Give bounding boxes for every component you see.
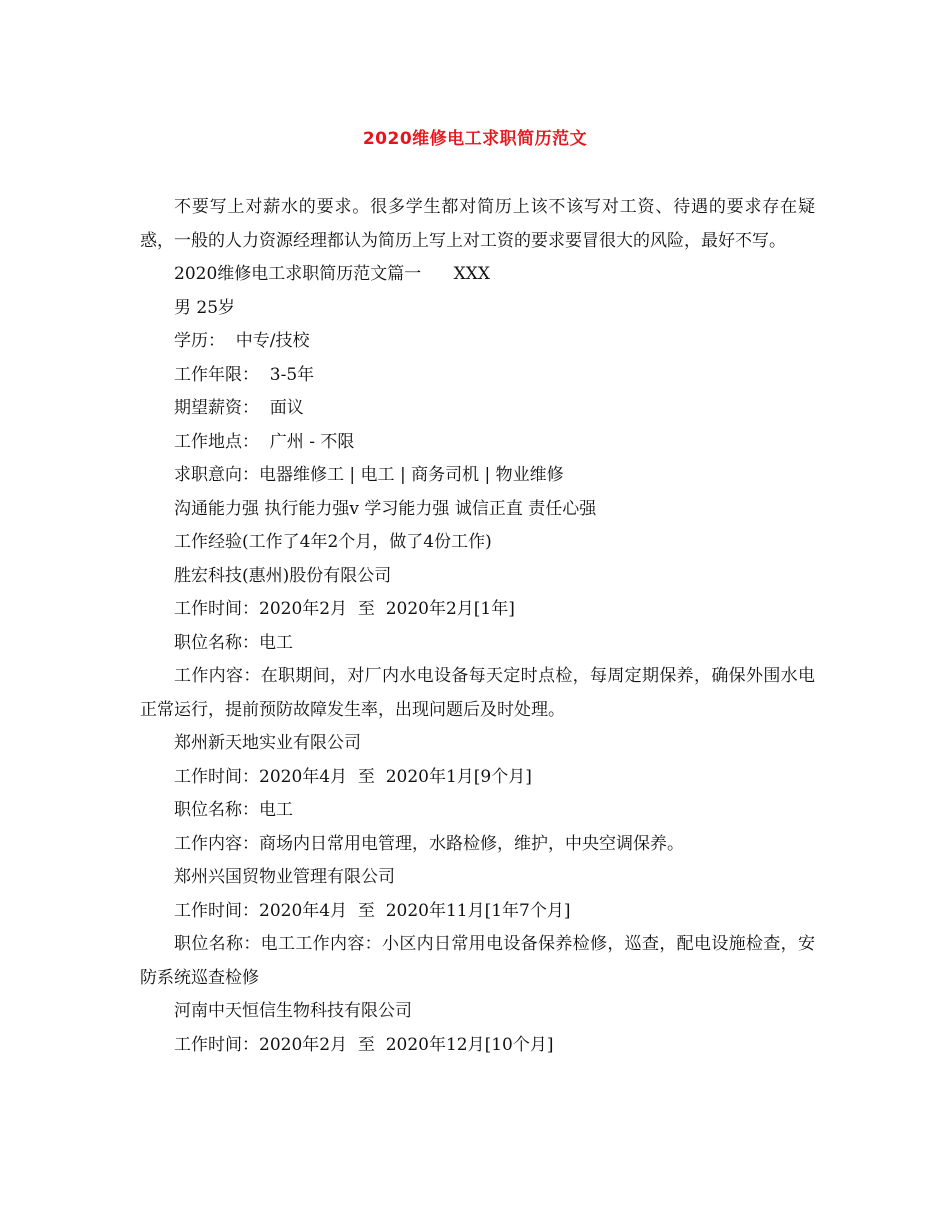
paragraph: 工作地点： 广州 - 不限 <box>174 431 355 452</box>
document-title: 2020维修电工求职简历范文 <box>362 129 588 149</box>
paragraph: 工作经验(工作了4年2个月，做了4份工作) <box>174 532 492 552</box>
paragraph: 郑州兴国贸物业管理有限公司 <box>174 867 395 887</box>
document-body <box>140 191 815 1062</box>
paragraph: 2020维修电工求职简历范文篇一 XXX <box>174 264 490 284</box>
paragraph: 职位名称：电工 <box>174 632 293 653</box>
paragraph: 男 25岁 <box>174 297 236 318</box>
paragraph: 河南中天恒信生物科技有限公司 <box>174 1001 412 1021</box>
paragraph: 沟通能力强 执行能力强v 学习能力强 诚信正直 责任心强 <box>174 498 597 519</box>
paragraph: 工作时间：2020年4月 至 2020年11月[1年7个月] <box>174 900 571 921</box>
paragraph: 工作时间：2020年2月 至 2020年2月[1年] <box>174 599 515 619</box>
paragraph: 求职意向：电器维修工 | 电工 | 商务司机 | 物业维修 <box>174 465 564 485</box>
paragraph: 胜宏科技(惠州)股份有限公司 <box>174 565 392 586</box>
paragraph: 工作时间：2020年4月 至 2020年1月[9个月] <box>174 766 532 787</box>
paragraph: 工作时间：2020年2月 至 2020年12月[10个月] <box>174 1034 554 1055</box>
paragraph: 学历： 中专/技校 <box>174 331 310 351</box>
paragraph: 郑州新天地实业有限公司 <box>174 733 361 753</box>
paragraph: 工作内容：商场内日常用电管理，水路检修，维护，中央空调保养。 <box>174 833 684 854</box>
paragraph: 职位名称：电工 <box>174 800 293 820</box>
paragraph: 工作年限： 3-5年 <box>174 364 315 385</box>
paragraph: 期望薪资： 面议 <box>174 398 304 418</box>
paragraph: 工作内容：在职期间，对厂内水电设备每天定时点检，每周定期保养，确保外围水电正常运行，提前预防故障发生率，出现问题后及时处理。 <box>140 666 815 720</box>
paragraph: 职位名称：电工工作内容：小区内日常用电设备保养检修，巡查，配电设施检查，安防系统巡查检修 <box>140 934 815 988</box>
paragraph: 不要写上对薪水的要求。很多学生都对简历上该不该写对工资、待遇的要求存在疑惑，一般的人力资源经理都认为简历上写上对工资的要求要冒很大的风险，最好不写。 <box>140 197 815 251</box>
